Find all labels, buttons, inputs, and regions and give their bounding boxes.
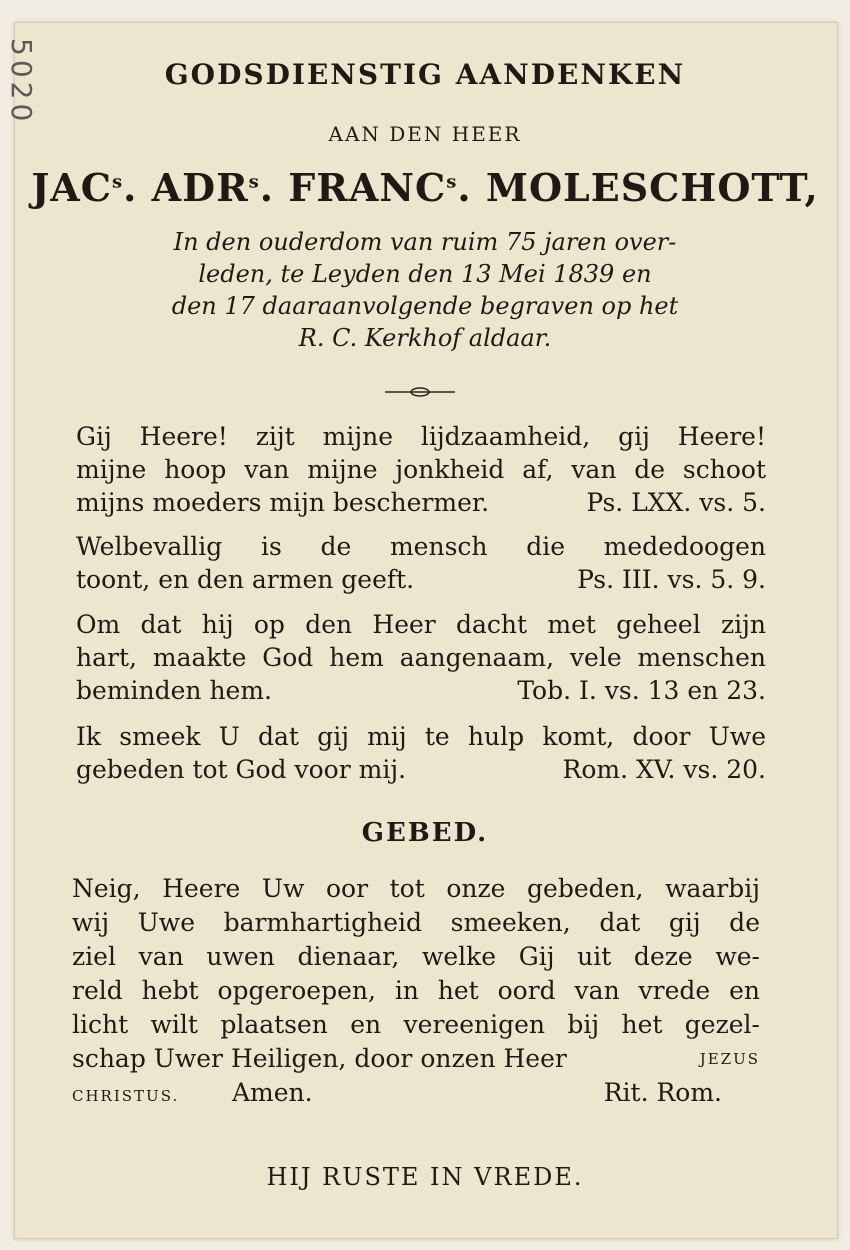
verse-3: Om dat hij op den Heer dacht met geheel zijn hart, maakte God hem aangenaam, vele menschen beminden hem. Tob. I. vs. 13 en 23. [76, 610, 766, 705]
verse-reference: Tob. I. vs. 13 en 23. [517, 676, 766, 705]
closing-line: HIJ RUSTE IN VREDE. [266, 1163, 584, 1191]
ornament-divider [385, 386, 455, 398]
verse-4: Ik smeek U dat gij mij te hulp komt, door Uwe gebeden tot God voor mij. Rom. XV. vs. 20. [76, 722, 766, 784]
prayer-heading: GEBED. [361, 818, 489, 848]
prayer-text: Neig, Heere Uw oor tot onze gebeden, waarbij wij Uwe barmhartigheid smeeken, dat gij de ziel van uwen dienaar, welke Gij uit deze we- reld hebt opgeroepen, in het oord van vrede en licht wilt plaatsen en vereenigen bij het gezel- schap Uwer Heiligen, door onzen Heer JEZUS CHRISTUS. Amen. Rit. Rom. [72, 872, 760, 1113]
deceased-name: JAC$^s$. ADR$^s$. FRANC$^s$. MOLESCHOTT, [31, 165, 819, 210]
archive-number: 5020 [5, 38, 38, 126]
verse-reference: Ps. III. vs. 5. 9. [577, 565, 766, 594]
verse-reference: Rom. XV. vs. 20. [562, 755, 766, 784]
verse-reference: Ps. LXX. vs. 5. [586, 488, 766, 517]
verse-1: Gij Heere! zijt mijne lijdzaamheid, gij Heere! mijne hoop van mijne jonkheid af, van de schoot mijns moeders mijn beschermer. Ps. LXX. vs. 5. [76, 422, 766, 517]
dedication-line: AAN DEN HEER [328, 122, 522, 146]
verse-2: Welbevallig is de mensch die mededoogen toont, en den armen geeft. Ps. III. vs. 5. 9. [76, 532, 766, 594]
card-title: GODSDIENSTIG AANDENKEN [164, 58, 686, 91]
death-details: In den ouderdom van ruim 75 jaren over- leden, te Leyden den 13 Mei 1839 en den 17 daaraanvolgende begraven op het R. C. Kerkhof aldaar. [171, 228, 679, 352]
prayer-source: Rit. Rom. [603, 1078, 722, 1107]
